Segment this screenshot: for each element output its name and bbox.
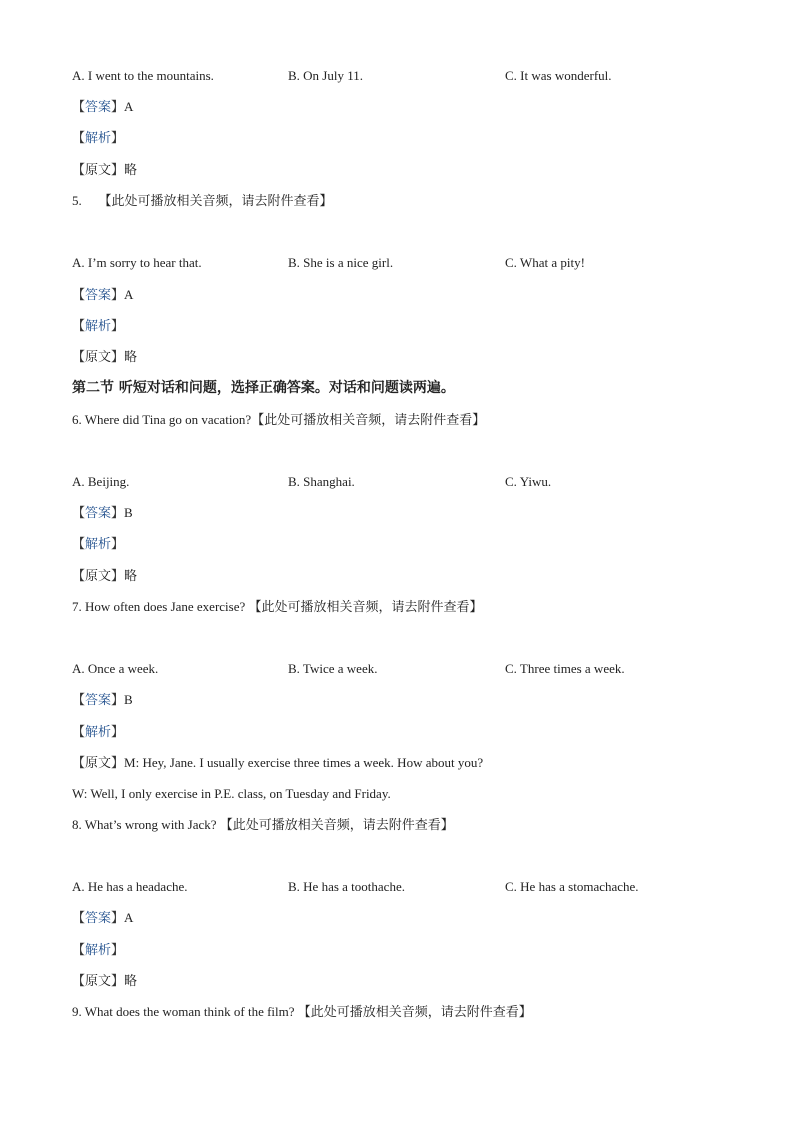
- q7-original-line2: W: Well, I only exercise in P.E. class, on Tuesday and Friday.: [72, 786, 391, 801]
- analysis-tag: 解析: [85, 724, 112, 739]
- q6-original: [72, 567, 137, 585]
- q7-option-c: C. Three times a week.: [505, 661, 625, 676]
- q5-question: [72, 192, 333, 210]
- q8-option-a: A. He has a headache.: [72, 879, 188, 894]
- question-text: 8. What’s wrong with Jack?: [72, 817, 217, 832]
- section-heading: 第二节 听短对话和问题，选择正确答案。对话和问题读两遍。: [72, 380, 455, 396]
- bracket-close: 】: [111, 536, 125, 551]
- bracket-close: 】: [111, 724, 125, 739]
- analysis-tag: 解析: [85, 318, 112, 333]
- original-text: 略: [124, 568, 138, 583]
- q4-option-b: B. On July 11.: [288, 68, 363, 83]
- answer-tag: 答案: [85, 287, 112, 302]
- question-text: 7. How often does Jane exercise?: [72, 599, 246, 614]
- answer-value: A: [124, 287, 134, 302]
- answer-tag: 答案: [85, 910, 112, 925]
- q5-original: [72, 348, 137, 366]
- q7-answer: [72, 691, 133, 709]
- question-number: 5.: [72, 193, 82, 208]
- bracket-open: 【: [72, 162, 86, 177]
- q9-question: [72, 1003, 532, 1021]
- q4-option-a: A. I went to the mountains.: [72, 68, 214, 83]
- q4-analysis: [72, 129, 124, 147]
- answer-value: B: [124, 692, 133, 707]
- bracket-close: 】: [111, 505, 125, 520]
- audio-note[interactable]: 【此处可播放相关音频，请去附件查看】: [98, 193, 333, 208]
- answer-value: A: [124, 99, 134, 114]
- original-text: 略: [124, 162, 138, 177]
- bracket-close: 】: [111, 318, 125, 333]
- original-tag: 原文: [85, 568, 112, 583]
- bracket-open: 【: [72, 130, 86, 145]
- q7-analysis: [72, 723, 124, 741]
- q8-analysis: [72, 941, 124, 959]
- q5-answer: [72, 286, 133, 304]
- q8-original: [72, 972, 137, 990]
- question-text: 9. What does the woman think of the film?: [72, 1004, 295, 1019]
- bracket-open: 【: [72, 536, 86, 551]
- answer-tag: 答案: [85, 505, 112, 520]
- bracket-open: 【: [72, 505, 86, 520]
- bracket-open: 【: [72, 692, 86, 707]
- bracket-open: 【: [72, 568, 86, 583]
- q7-option-a: A. Once a week.: [72, 661, 159, 676]
- bracket-open: 【: [72, 318, 86, 333]
- original-tag: 原文: [85, 973, 112, 988]
- original-tag: 原文: [85, 162, 112, 177]
- bracket-close: 】: [111, 162, 125, 177]
- audio-note[interactable]: 【此处可播放相关音频，请去附件查看】: [251, 412, 486, 427]
- analysis-tag: 解析: [85, 942, 112, 957]
- bracket-close: 】: [111, 349, 125, 364]
- bracket-open: 【: [72, 287, 86, 302]
- q8-question: [72, 816, 454, 834]
- q4-option-c: C. It was wonderful.: [505, 68, 612, 83]
- question-text: 6. Where did Tina go on vacation?: [72, 412, 252, 427]
- bracket-close: 】: [111, 942, 125, 957]
- bracket-open: 【: [72, 349, 86, 364]
- answer-value: B: [124, 505, 133, 520]
- q4-answer: [72, 98, 133, 116]
- original-text: M: Hey, Jane. I usually exercise three times a week. How about you?: [124, 755, 484, 770]
- original-text: 略: [124, 973, 138, 988]
- bracket-close: 】: [111, 755, 125, 770]
- q6-answer: [72, 504, 133, 522]
- q6-option-c: C. Yiwu.: [505, 474, 552, 489]
- bracket-open: 【: [72, 99, 86, 114]
- answer-tag: 答案: [85, 692, 112, 707]
- audio-note[interactable]: 【此处可播放相关音频，请去附件查看】: [248, 599, 483, 614]
- q8-option-b: B. He has a toothache.: [288, 879, 405, 894]
- audio-note[interactable]: 【此处可播放相关音频，请去附件查看】: [219, 817, 454, 832]
- q6-option-b: B. Shanghai.: [288, 474, 355, 489]
- q5-analysis: [72, 317, 124, 335]
- bracket-open: 【: [72, 755, 86, 770]
- audio-note[interactable]: 【此处可播放相关音频，请去附件查看】: [297, 1004, 532, 1019]
- q5-option-c: C. What a pity!: [505, 255, 585, 270]
- analysis-tag: 解析: [85, 130, 112, 145]
- q5-option-a: A. I’m sorry to hear that.: [72, 255, 202, 270]
- bracket-open: 【: [72, 724, 86, 739]
- bracket-close: 】: [111, 692, 125, 707]
- q8-answer: [72, 909, 133, 927]
- bracket-close: 】: [111, 99, 125, 114]
- q6-question: [72, 411, 485, 429]
- bracket-close: 】: [111, 287, 125, 302]
- q8-option-c: C. He has a stomachache.: [505, 879, 639, 894]
- original-tag: 原文: [85, 755, 112, 770]
- q6-analysis: [72, 535, 124, 553]
- analysis-tag: 解析: [85, 536, 112, 551]
- original-tag: 原文: [85, 349, 112, 364]
- q7-question: [72, 598, 483, 616]
- bracket-close: 】: [111, 910, 125, 925]
- bracket-close: 】: [111, 973, 125, 988]
- bracket-open: 【: [72, 973, 86, 988]
- q5-option-b: B. She is a nice girl.: [288, 255, 394, 270]
- bracket-close: 】: [111, 130, 125, 145]
- bracket-open: 【: [72, 910, 86, 925]
- bracket-open: 【: [72, 942, 86, 957]
- q7-option-b: B. Twice a week.: [288, 661, 378, 676]
- original-text: 略: [124, 349, 138, 364]
- q4-original: [72, 161, 137, 179]
- q6-option-a: A. Beijing.: [72, 474, 130, 489]
- answer-tag: 答案: [85, 99, 112, 114]
- q7-original: [72, 754, 483, 772]
- bracket-close: 】: [111, 568, 125, 583]
- answer-value: A: [124, 910, 134, 925]
